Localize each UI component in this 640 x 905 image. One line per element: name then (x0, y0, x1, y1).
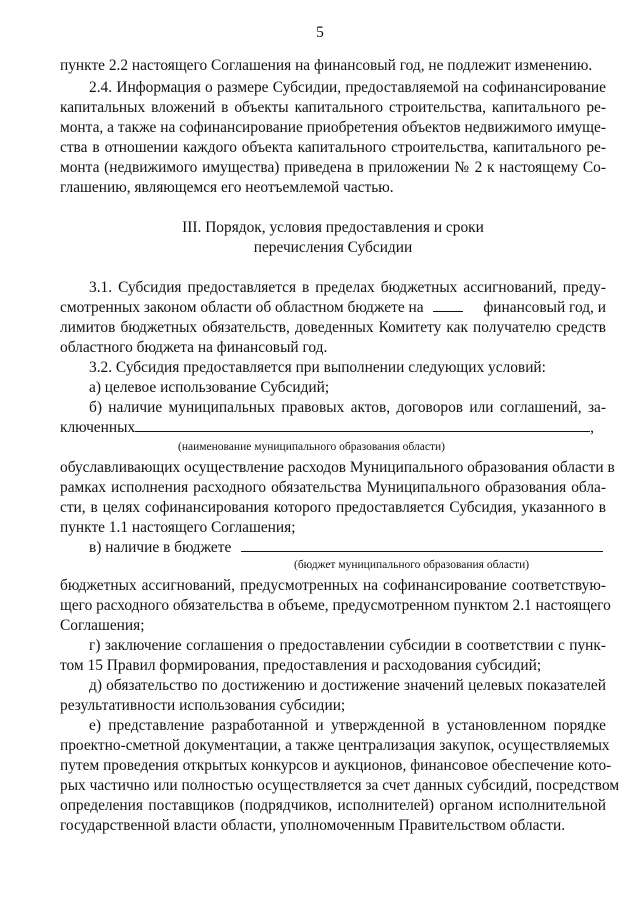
text-line: том 15 Правил формирования, предоставления и расходования субсидий; (60, 657, 542, 674)
text-line: капитальных вложений в объекты капитального строительства, капитального ре- (60, 99, 606, 116)
text-line: щего расходного обязательства в объеме, предусмотренном пунктом 2.1 настоящего (60, 597, 611, 614)
text-line: путем проведения открытых конкурсов и аукционов, финансовое обеспечение кото- (60, 757, 612, 774)
text-line: д) обязательство по достижению и достижение значений целевых показателей (89, 677, 606, 694)
text-line: 3.1. Субсидия предоставляется в пределах бюджетных ассигнований, преду- (89, 279, 606, 296)
section-heading: III. Порядок, условия предоставления и сроки (182, 219, 484, 236)
blank-fill-line (135, 419, 590, 432)
blank-fill-line (241, 539, 603, 552)
section-heading: перечисления Субсидии (253, 239, 413, 256)
text-line: е) представление разработанной и утвержденной в установленном порядке (89, 717, 606, 734)
blank-fill-line (433, 299, 463, 312)
text-line: проектно-сметной документации, а также централизация закупок, осуществляемых (60, 737, 610, 754)
text-line: сти, в целях софинансирования которого предоставляется Субсидия, указанного в (60, 499, 606, 516)
text-line: 3.2. Субсидия предоставляется при выполнении следующих условий: (89, 359, 546, 376)
text-line: г) заключение соглашения о предоставлении субсидии в соответствии с пунк- (89, 637, 606, 654)
text-line: глашению, являющемся его неотъемлемой частью. (60, 179, 394, 196)
text-line: Соглашения; (60, 617, 145, 634)
field-caption: (бюджет муниципального образования области) (294, 559, 530, 571)
page-number: 5 (316, 24, 324, 41)
text-line: лимитов бюджетных обязательств, доведенных Комитету как получателю средств (60, 319, 606, 336)
text-line: монта, а также на софинансирование приобретения объектов недвижимого имуще- (60, 119, 606, 136)
text-line: определения поставщиков (подрядчиков, исполнителей) органом исполнительной (60, 797, 606, 814)
text-line: ства в отношении каждого объекта капитального строительства, капитального ре- (60, 139, 606, 156)
text-line: 2.4. Информация о размере Субсидии, предоставляемой на софинансирование (89, 79, 606, 96)
text-line: результативности использования субсидии; (60, 697, 346, 714)
text-line: обуславливающих осуществление расходов Муниципального образования области в (60, 459, 615, 476)
text-line: монта (недвижимого имущества) приведена в приложении № 2 к настоящему Со- (60, 159, 606, 176)
text-line: бюджетных ассигнований, предусмотренных на софинансирование соответствую- (60, 577, 606, 594)
text-line: рых частично или полностью осуществляется за счет данных субсидий, посредством (60, 777, 620, 794)
field-caption: (наименование муниципального образования области) (178, 441, 445, 453)
text-line: б) наличие муниципальных правовых актов, договоров или соглашений, за- (89, 399, 606, 416)
text-line-with-blank: смотренных законом области об областном бюджете на финансовый год, и (60, 299, 606, 316)
text-line: рамках исполнения расходного обязательства Муниципального образования обла- (60, 479, 606, 496)
text-line: пункте 2.2 настоящего Соглашения на финансовый год, не подлежит изменению. (60, 57, 593, 74)
text-line: а) целевое использование Субсидий; (89, 379, 330, 396)
text-line: областного бюджета на финансовый год. (60, 339, 328, 356)
text-line-with-blank: ключенных , (60, 419, 595, 436)
text-line-with-blank: в) наличие в бюджете (89, 538, 606, 558)
text-line: государственной власти области, уполномоченным Правительством области. (60, 817, 566, 834)
text-line: пункте 1.1 настоящего Соглашения; (60, 519, 296, 536)
